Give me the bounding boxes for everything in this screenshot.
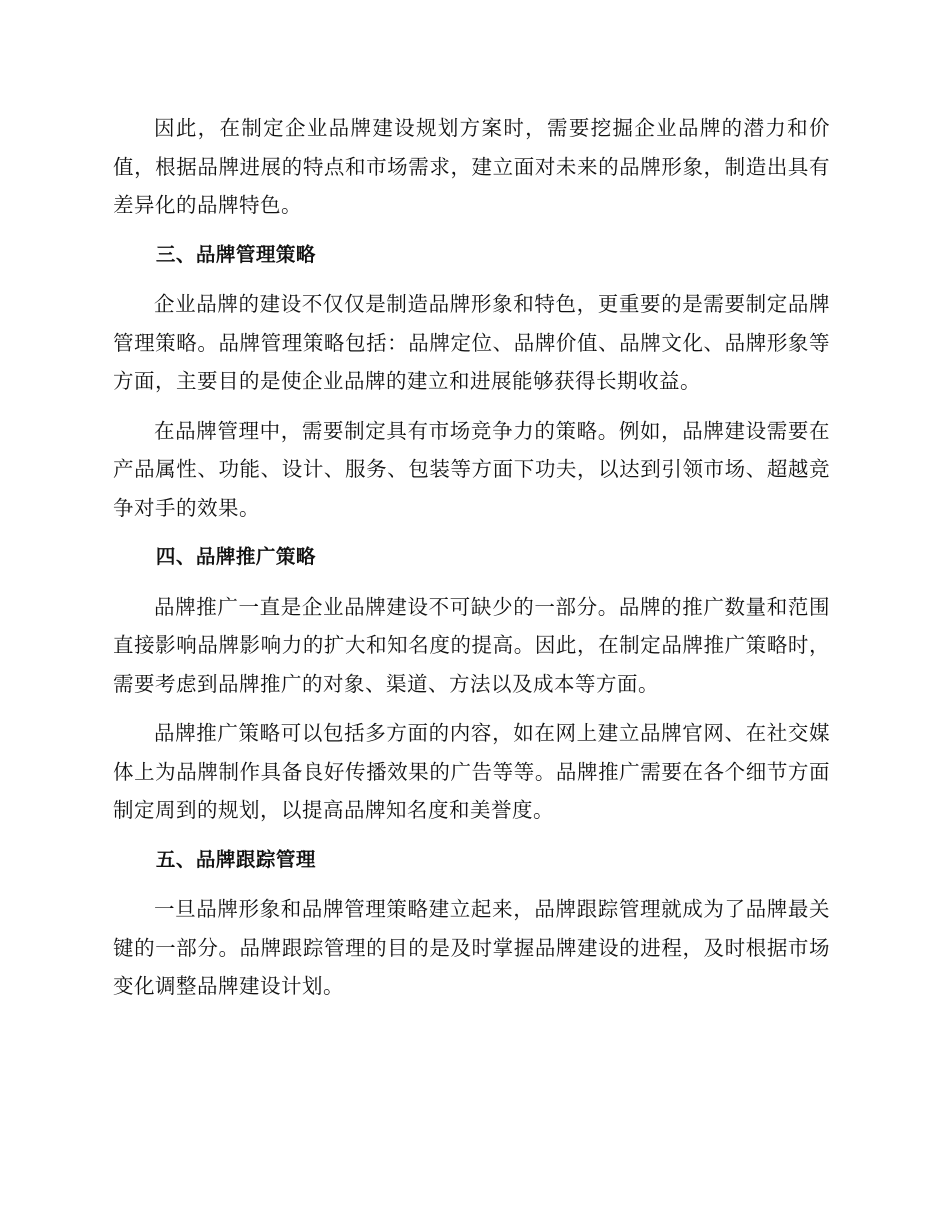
heading-brand-management-strategy: 三、品牌管理策略 bbox=[155, 242, 316, 266]
heading-brand-promotion-strategy: 四、品牌推广策略 bbox=[155, 545, 316, 568]
paragraph-brand-planning: 因此，在制定企业品牌建设规划方案时，需要挖掘企业品牌的潜力和价值，根据品牌进展的特点和市场需求，建立面对未来的品牌形象，制造出具有差异化的品牌特色。 bbox=[113, 116, 830, 217]
paragraph-brand-tracking-intro: 一旦品牌形象和品牌管理策略建立起来，品牌跟踪管理就成为了品牌最关键的一部分。品牌跟踪管理的目的是及时掌握品牌建设的进程，及时根据市场变化调整品牌建设计划。 bbox=[113, 897, 830, 998]
paragraph-brand-management-intro: 企业品牌的建设不仅仅是制造品牌形象和特色，更重要的是需要制定品牌管理策略。品牌管理策略包括：品牌定位、品牌价值、品牌文化、品牌形象等方面，主要目的是使企业品牌的建立和进展能够获得长期收益。 bbox=[113, 292, 830, 393]
heading-brand-tracking-management: 五、品牌跟踪管理 bbox=[155, 847, 316, 871]
paragraph-brand-promotion-content: 品牌推广策略可以包括多方面的内容，如在网上建立品牌官网、在社交媒体上为品牌制作具备良好传播效果的广告等等。品牌推广需要在各个细节方面制定周到的规划，以提高品牌知名度和美誉度。 bbox=[113, 721, 830, 822]
paragraph-brand-management-competition: 在品牌管理中，需要制定具有市场竞争力的策略。例如，品牌建设需要在产品属性、功能、设计、服务、包装等方面下功夫，以达到引领市场、超越竞争对手的效果。 bbox=[113, 418, 830, 520]
document-body bbox=[113, 109, 830, 1017]
paragraph-brand-promotion-intro: 品牌推广一直是企业品牌建设不可缺少的一部分。品牌的推广数量和范围直接影响品牌影响力的扩大和知名度的提高。因此，在制定品牌推广策略时，需要考虑到品牌推广的对象、渠道、方法以及成本等方面。 bbox=[113, 594, 830, 696]
